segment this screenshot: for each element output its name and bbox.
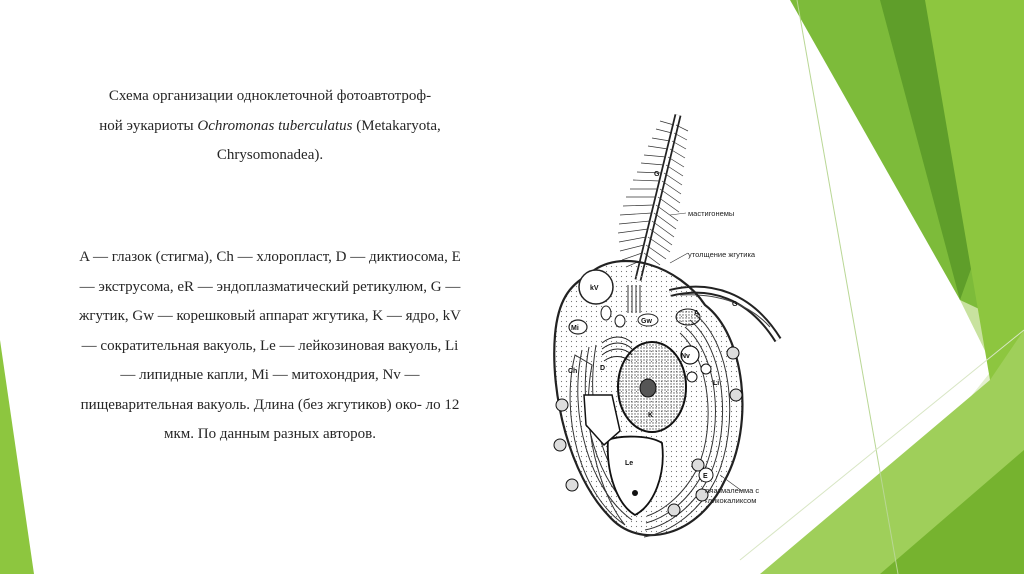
label-A: A [694,310,700,317]
label-kV: kV [590,285,599,292]
annotation-flagellum-thickening: утолщение жгутика [688,250,756,259]
legend-line: — сократительная вакуоль, Le — лейкозиновая вакуоль, Li [81,337,459,354]
long-flagellum [618,115,688,280]
legend-line: — экструсома, eR — эндоплазматический ретикулюм, G — [79,278,461,295]
label-Gw: Gw [641,318,652,325]
legend-line: мкм. По данным разных авторов. [163,426,376,442]
caption-line-2-suffix: (Metakaryota, [352,117,441,134]
lipid-droplet [701,364,711,374]
annotation-mastigonemes: мастигонемы [688,209,735,218]
legend-line: A — глазок (стигма), Ch — хлоропласт, D — диктиосома, E [79,249,461,265]
annotation-plasmalemma-line1: плазмалемма с [705,486,760,495]
label-K: K [648,412,654,419]
caption-line-2 [40,112,500,142]
label-Le: Le [625,460,634,467]
legend-line: пищеварительная вакуоль. Длина (без жгутиков) око- ло 12 [80,396,460,413]
mastigonemes-right [644,125,688,265]
left-green-accent [0,340,34,574]
cell-diagram [520,95,810,555]
caption-line-2-prefix: ной эукариоты [99,117,198,134]
caption-line-3: Chrysomonadea). [216,147,324,163]
caption-text [40,82,500,171]
legend-line: — липидные капли, Mi — митохондрия, Nv — [120,367,420,383]
label-Mi: Mi [571,325,579,332]
label-flagellum-G: G [654,171,660,178]
label-E: E [703,473,708,480]
legend-text [40,243,500,450]
legend-line: жгутик, Gw — корешковый аппарат жгутика, K — ядро, kV [78,308,461,324]
label-Li: Li [713,380,720,387]
caption-line-1: Схема организации одноклеточной фотоавтотроф- [108,88,432,104]
nucleolus [640,379,656,397]
label-Ch: Ch [568,368,578,375]
annotation-plasmalemma-line2: гликокаликсом [705,496,757,505]
species-name: Ochromonas tuberculatus [197,117,353,134]
label-D: D [600,365,606,372]
label-Nv: Nv [681,353,690,360]
label-short-flagellum-G: G [732,301,738,308]
